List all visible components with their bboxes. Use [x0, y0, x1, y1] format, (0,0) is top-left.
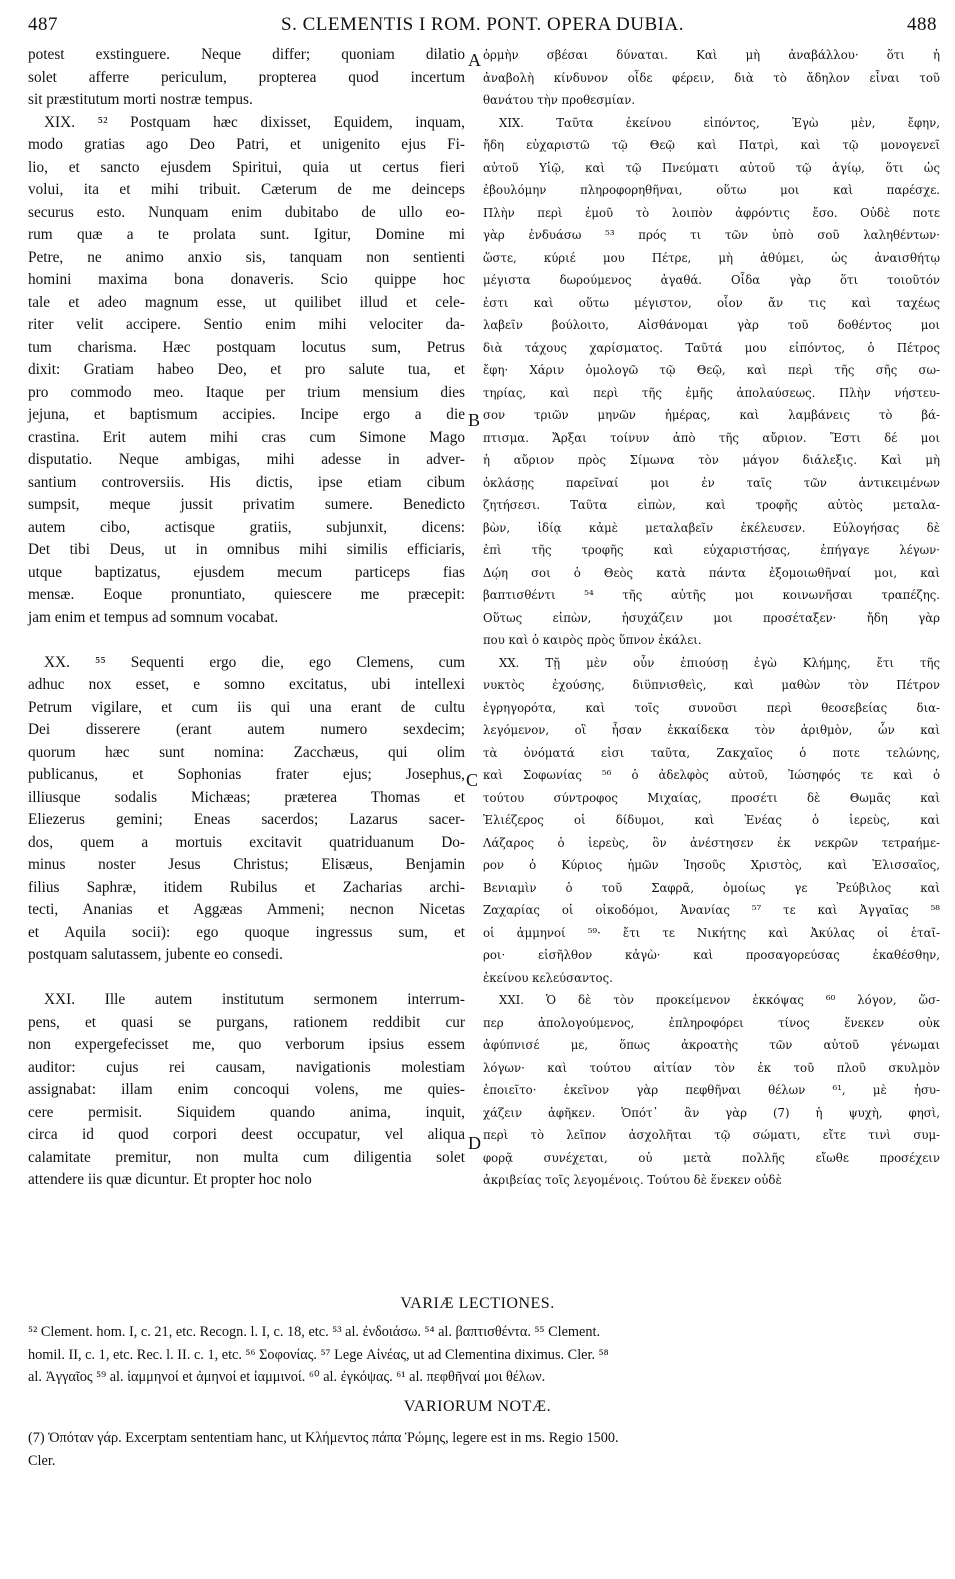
greek-text-line: ἐποιεῖτο· ἐκεῖνον γὰρ πεφθῆναι θέλων ⁶¹, μὲ ἡσυ-	[483, 1083, 940, 1097]
greek-text-line: ἐπὶ τῆς τροφῆς καὶ εὐχαριστήσας, ἐπήγαγε λέγων·	[483, 543, 940, 557]
latin-text-line: Petrum vigilare, et cum iis qui una erant de cultu	[28, 698, 465, 716]
latin-text-line: illiusque sodalis Michæas; præterea Thomas et	[28, 788, 465, 806]
latin-paragraph-gap	[28, 967, 465, 990]
greek-text-line: ζητήσεσι. Ταῦτα εἰπὼν, καὶ τροφῆς αὐτὸς μεταλα-	[483, 498, 940, 512]
greek-text-line: ρον ὁ Κύριος ἡμῶν Ἰησοῦς Χριστὸς, καὶ Ἐλισσαῖος,	[483, 858, 940, 872]
latin-text-line: modo gratias ago Deo Patri, et unigenito ejus Fi-	[28, 136, 465, 153]
latin-text-line: publicanus, et Sophonias frater ejus; Josephus,	[28, 766, 465, 783]
greek-text-line: Οὕτως εἰπὼν, ἡσυχάζειν μοι προσέταξεν· ἤδη γὰρ	[483, 610, 940, 625]
variae-line: al. Ἀγγαῖος ⁵⁹ al. ἰαμμηνοί et ἀμηνοί et ἰαμμινοί. ⁶⁰ al. ἐγκόψας. ⁶¹ al. πεφθῆναί μοι θέλων.	[28, 1369, 546, 1385]
greek-text-line: Ζαχαρίας οἱ οἰκοδόμοι, Ἀνανίας ⁵⁷ τε καὶ Ἀγγαῖας ⁵⁸	[483, 903, 940, 917]
latin-text-line: dixit: Gratiam habeo Deo, et pro salute tua, et	[28, 361, 465, 378]
latin-text-line: lio, et sancto ejusdem Spiritui, quia ut certus fieri	[28, 158, 465, 176]
latin-text-line: cere permisit. Siquidem quando anima, inquit,	[28, 1103, 465, 1121]
latin-text-line: autem cibo, actisque gratiis, subjunxit, dicens:	[28, 518, 465, 536]
latin-text-line: circa id quod corpori deest occupatur, vel aliqua	[28, 1126, 465, 1143]
greek-text-line: ροι· εἰσῆλθον κἀγὼ· καὶ προσαγορεύσας ἐκαθέσθην,	[483, 948, 940, 962]
latin-text-line: disputatio. Neque ambigas, mihi adesse in adver-	[28, 451, 465, 468]
latin-text-line: adhuc nox esset, e somno excitatus, ubi intellexi	[28, 676, 465, 693]
greek-text-line: Λάζαρος ὁ ἱερεὺς, ὃν ἀνέστησεν ἐκ νεκρῶν τετραήμε-	[483, 835, 940, 850]
greek-text-line: φορᾷ συνέχεται, οὐ μετὰ πολλῆς εἴωθε προσέχειν	[483, 1150, 940, 1165]
latin-text-line: riter velit accipere. Sentio enim mihi velociter da-	[28, 316, 465, 333]
latin-paragraph-gap	[28, 629, 465, 652]
margin-letter-b: B	[468, 410, 481, 430]
latin-text-line: non expergefecisset me, quo verborum ipsius essem	[28, 1036, 465, 1053]
margin-letter-d: D	[468, 1133, 481, 1153]
latin-text-line: santium controversiis. His dictis, ipse etiam cibum	[28, 473, 465, 491]
latin-text-line: sit præstitutum morti nostræ tempus.	[28, 91, 253, 108]
latin-text-line: crastina. Erit autem mihi cras cum Simone Mago	[28, 428, 465, 446]
latin-text-line: potest exstinguere. Neque differ; quoniam dilatio	[28, 46, 465, 63]
latin-text-line: Eliezerus gemini; Eneas sacerdos; Lazarus sacer-	[28, 811, 465, 828]
greek-text-line: διὰ τάχους χαρίσματος. Ταῦτά μου εἰπόντος, ὁ Πέτρος	[483, 340, 940, 355]
latin-text-line: utque baptizatus, ejusdem mecum particeps fias	[28, 563, 465, 581]
latin-column	[28, 44, 465, 1192]
greek-column	[483, 44, 940, 1192]
latin-text-line: pens, et quasi se purgans, rationem reddibit cur	[28, 1013, 465, 1031]
greek-text-line: Δῴη σοι ὁ Θεὸς κατὰ πάντα ἐξομοιωθῆναί μοι, καὶ	[483, 565, 940, 580]
greek-text-line: οἱ ἀμμηνοί ⁵⁹· ἔτι τε Νικήτης καὶ Ἀκύλας οἱ ἑταῖ-	[483, 925, 940, 940]
greek-text-line: χάζειν ἀφῆκεν. Ὁπότ᾽ ἂν γὰρ (7) ἡ ψυχὴ, φησὶ,	[483, 1105, 940, 1120]
latin-text-line: Petre, ne animo anxio sis, tanquam non sentienti	[28, 248, 465, 266]
greek-text-line: XIX. Ταῦτα ἐκείνου εἰπόντος, Ἐγὼ μὲν, ἔφην,	[499, 115, 940, 130]
variorum-notae	[28, 1428, 940, 1473]
variae-line: ⁵² Clement. hom. I, c. 21, etc. Recogn. l. I, c. 18, etc. ⁵³ al. ἐνδοιάσω. ⁵⁴ al. βαπτισθέντα. ⁵⁵ Clement.	[28, 1324, 601, 1340]
greek-text-line: Βενιαμὶν ὁ τοῦ Σαφρᾶ, ὁμοίως γε Ῥεύβιλος καὶ	[483, 880, 940, 895]
latin-text-line: XX. ⁵⁵ Sequenti ergo die, ego Clemens, cum	[44, 653, 465, 671]
latin-text-line: quorum hæc sunt nomina: Zacchæus, qui olim	[28, 743, 465, 761]
greek-text-line: σον τριῶν μηνῶν ἡμέρας, καὶ λαμβάνεις τὸ βά-	[483, 408, 940, 422]
margin-letter-c: C	[466, 770, 479, 790]
greek-text-line: ἀκριβείας τοῖς λεγομένοις. Τούτου δὲ ἕνεκεν οὐδὲ	[483, 1173, 782, 1187]
greek-text-line: λόγων· καὶ τούτου αἰτίαν τὸν ἐκ τοῦ πλοῦ σκυλμὸν	[483, 1060, 940, 1075]
latin-text-line: tum charisma. Hæc postquam locutus sum, Petrus	[28, 338, 465, 356]
latin-text-line: filius Saphræ, itidem Rubilus et Zacharias archi-	[28, 878, 465, 896]
latin-text-line: jam enim et tempus ad somnum vocabat.	[28, 608, 279, 626]
notae-line: (7) Ὁπόταν γάρ. Excerptam sententiam hanc, ut Κλήμεντος πάπα Ῥώμης, legere est in ms. Regio 1500.	[28, 1430, 619, 1446]
latin-text-line: assignabat: illam enim concoqui volens, me quies-	[28, 1081, 465, 1098]
latin-text-line: securus esto. Nunquam enim dubitabo de ullo eo-	[28, 203, 465, 221]
page-number-left: 487	[28, 14, 58, 35]
latin-text-line: et Aquila socii): ego quoque ingressus sum, et	[28, 923, 465, 941]
margin-letter-a: A	[468, 50, 481, 70]
greek-text-line: μέγιστα δωρούμενος ἀγαθά. Οἶδα γὰρ ὅτι τοιοῦτόν	[483, 273, 940, 287]
latin-text-line: attendere iis quæ dicuntur. Et propter hoc nolo	[28, 1171, 312, 1188]
variae-line: homil. II, c. 1, etc. Rec. l. II. c. 1, etc. ⁵⁶ Σοφονίας. ⁵⁷ Lege Αἰνέας, ut ad Clementina diximus. Cler. ⁵⁸	[28, 1346, 609, 1363]
greek-text-line: περ ἀπολογούμενος, ἐπληροφόρει τίνος ἕνεκεν οὐκ	[483, 1015, 940, 1030]
variae-lectiones-title: VARIÆ LECTIONES.	[400, 1295, 555, 1312]
page-number-right: 488	[907, 14, 937, 35]
greek-text-line: ἐγρηγορότα, καὶ τοῖς συνοῦσι περὶ θεοσεβείας δια-	[483, 700, 940, 715]
greek-text-line: τὰ ὀνόματά εἰσι ταῦτα, Ζακχαῖος ὁ ποτε τελώνης,	[483, 745, 940, 760]
greek-text-line: νυκτὸς ἐχούσης, διϋπνισθεὶς, καὶ μαθὼν τὸν Πέτρον	[483, 678, 940, 692]
greek-text-line: θανάτου τὴν προθεσμίαν.	[483, 93, 636, 107]
greek-text-line: Ἐλιέζερος οἱ δίδυμοι, καὶ Ἐνέας ὁ ἱερεὺς, καὶ	[483, 813, 940, 827]
latin-text-line: Det tibi Deus, ut in omnibus mihi similis efficiaris,	[28, 541, 465, 558]
latin-text-line: homini maxima bona donaveris. Scio quippe hoc	[28, 271, 465, 288]
latin-text-line: jejuna, et baptismum accipies. Incipe ergo a die	[28, 406, 465, 423]
latin-text-line: Dei disserere (erant autem numero sexdecim;	[28, 721, 465, 738]
greek-text-line: ἡ αὔριον πρὸς Σίμωνα τὸν μάγον διάλεξις. Καὶ μὴ	[483, 453, 940, 467]
latin-text-line: XXI. Ille autem institutum sermonem interrum-	[44, 991, 465, 1008]
greek-text-line: ἐβουλόμην πληροφορηθῆναι, οὕτω μοι καὶ παρέσχε.	[483, 183, 940, 197]
greek-text-line: τούτου σύντροφος Μιχαίας, προσέτι δὲ Θωμᾶς καὶ	[483, 790, 940, 805]
latin-text-line: XIX. ⁵² Postquam hæc dixisset, Equidem, inquam,	[44, 113, 465, 131]
greek-text-line: ὀκλάσῃς παρεῖναί μοι ἐν ταῖς τῶν ἀντικειμένων	[483, 475, 940, 490]
greek-text-line: ἐκείνου κελεύσαντος.	[483, 970, 613, 985]
greek-text-line: λεγόμενον, οἳ ἦσαν ἑκκαίδεκα τὸν ἀριθμὸν, ὧν καὶ	[483, 723, 940, 737]
variorum-notae-title: VARIORUM NOTÆ.	[403, 1398, 552, 1415]
latin-text-line: tale et adeo magnum esse, ut quilibet illud et cele-	[28, 293, 465, 311]
greek-text-line: τηρίας, καὶ περὶ τῆς ἐμῆς ἀπολαύσεως. Πλὴν νήστευ-	[483, 385, 940, 400]
latin-text-line: solet afferre periculum, propterea quod incertum	[28, 68, 465, 86]
greek-text-line: ἔφη· Χάριν ὁμολογῶ τῷ Θεῷ, καὶ περὶ τῆς σῆς σω-	[483, 363, 940, 377]
latin-text-line: postquam salutassem, jubente eo consedi.	[28, 946, 283, 963]
greek-text-line: ὥστε, κύριέ μου Πέτρε, μὴ ἀθύμει, ὡς ἀναισθήτῳ	[483, 250, 940, 265]
greek-text-line: καὶ Σοφωνίας ⁵⁶ ὁ ἀδελφὸς αὐτοῦ, Ἰώσηφός τε καὶ ὁ	[483, 768, 940, 782]
latin-text-line: rum quæ a te prolata sunt. Igitur, Domine mi	[28, 226, 465, 243]
latin-text-line: auditor: cujus rei causam, navigationis molestiam	[28, 1058, 465, 1076]
greek-text-line: γὰρ ἐνδυάσω ⁵³ πρός τι τῶν ὑπὸ σοῦ λαληθέντων·	[483, 228, 940, 242]
running-title: S. CLEMENTIS I ROM. PONT. OPERA DUBIA.	[281, 14, 684, 35]
greek-text-line: ὁρμὴν σβέσαι δύναται. Καὶ μὴ ἀναβάλλου· ὅτι ἡ	[483, 48, 940, 62]
greek-text-line: XX. Τῇ μὲν οὖν ἐπιούσῃ ἐγὼ Κλήμης, ἔτι τῆς	[499, 655, 940, 670]
latin-text-line: dos, quem a mortuis excitavit quatriduanum Do-	[28, 833, 465, 851]
greek-text-line: ἐστι καὶ οὕτω μέγιστον, οἷον ἄν τις καὶ ταχέως	[483, 295, 940, 310]
latin-text-line: calamitate premitur, non multa cum diligentia solet	[28, 1148, 465, 1166]
greek-text-line: βὼν, ἰδίᾳ κἀμὲ μεταλαβεῖν ἐκέλευσεν. Εὐλογήσας δὲ	[483, 520, 940, 535]
greek-text-line: ἤδη εὐχαριστῶ τῷ Θεῷ καὶ Πατρὶ, καὶ τῷ μονογενεῖ	[483, 138, 940, 152]
latin-text-line: mensæ. Eoque pronuntiato, quiescere me præcepit:	[28, 586, 465, 603]
running-header	[28, 10, 937, 40]
variae-lectiones	[28, 1322, 940, 1390]
greek-text-line: που καὶ ὁ καιρὸς πρὸς ὕπνον ἐκάλει.	[483, 633, 702, 647]
greek-text-line: XXI. Ὁ δὲ τὸν προκείμενον ἐκκόψας ⁶⁰ λόγον, ὥσ-	[499, 993, 940, 1007]
latin-text-line: minus noster Jesus Christus; Elisæus, Benjamin	[28, 856, 465, 873]
greek-text-line: ἀφύπνισέ με, ὅπως ἀκροατὴς τῶν αὐτοῦ γένωμαι	[483, 1038, 940, 1052]
latin-text-line: volui, ita et mihi tribuit. Cæterum de me deinceps	[28, 181, 465, 198]
greek-text-line: περὶ τὸ λεῖπον ἀσχολῆται τῷ σώματι, εἴτε τινὶ συμ-	[483, 1128, 940, 1142]
greek-text-line: λαβεῖν βούλοιτο, Αἰσθάνομαι γὰρ τοῦ δοθέντος μοι	[483, 318, 940, 332]
latin-text-line: pro commodo meo. Itaque per trium mensium dies	[28, 383, 465, 401]
latin-text-line: tecti, Ananias et Aggæas Ammeni; necnon Nicetas	[28, 901, 465, 918]
latin-text-line: sumpsit, meque jussit privatim sumere. Benedicto	[28, 496, 465, 513]
notae-line: Cler.	[28, 1452, 56, 1469]
greek-text-line: πτισμα. Ἄρξαι τοίνυν ἀπὸ τῆς αὔριον. Ἔστι δέ μοι	[483, 430, 940, 445]
greek-text-line: αὐτοῦ Υἱῷ, καὶ τῷ Πνεύματι αὐτοῦ τῷ ἁγίῳ, ὅτι ὡς	[483, 160, 940, 175]
greek-text-line: Πλὴν περὶ ἐμοῦ τὸ λοιπὸν ἀφρόντις ἔσο. Οὐδὲ ποτε	[483, 205, 940, 220]
greek-text-line: βαπτισθέντι ⁵⁴ τῆς αὐτῆς μοι κοινωνῆσαι τραπέζης.	[483, 588, 940, 602]
greek-text-line: ἀναβολὴ κίνδυνον οἶδε φέρειν, διὰ τὸ ἄδηλον εἶναι τοῦ	[483, 70, 940, 85]
